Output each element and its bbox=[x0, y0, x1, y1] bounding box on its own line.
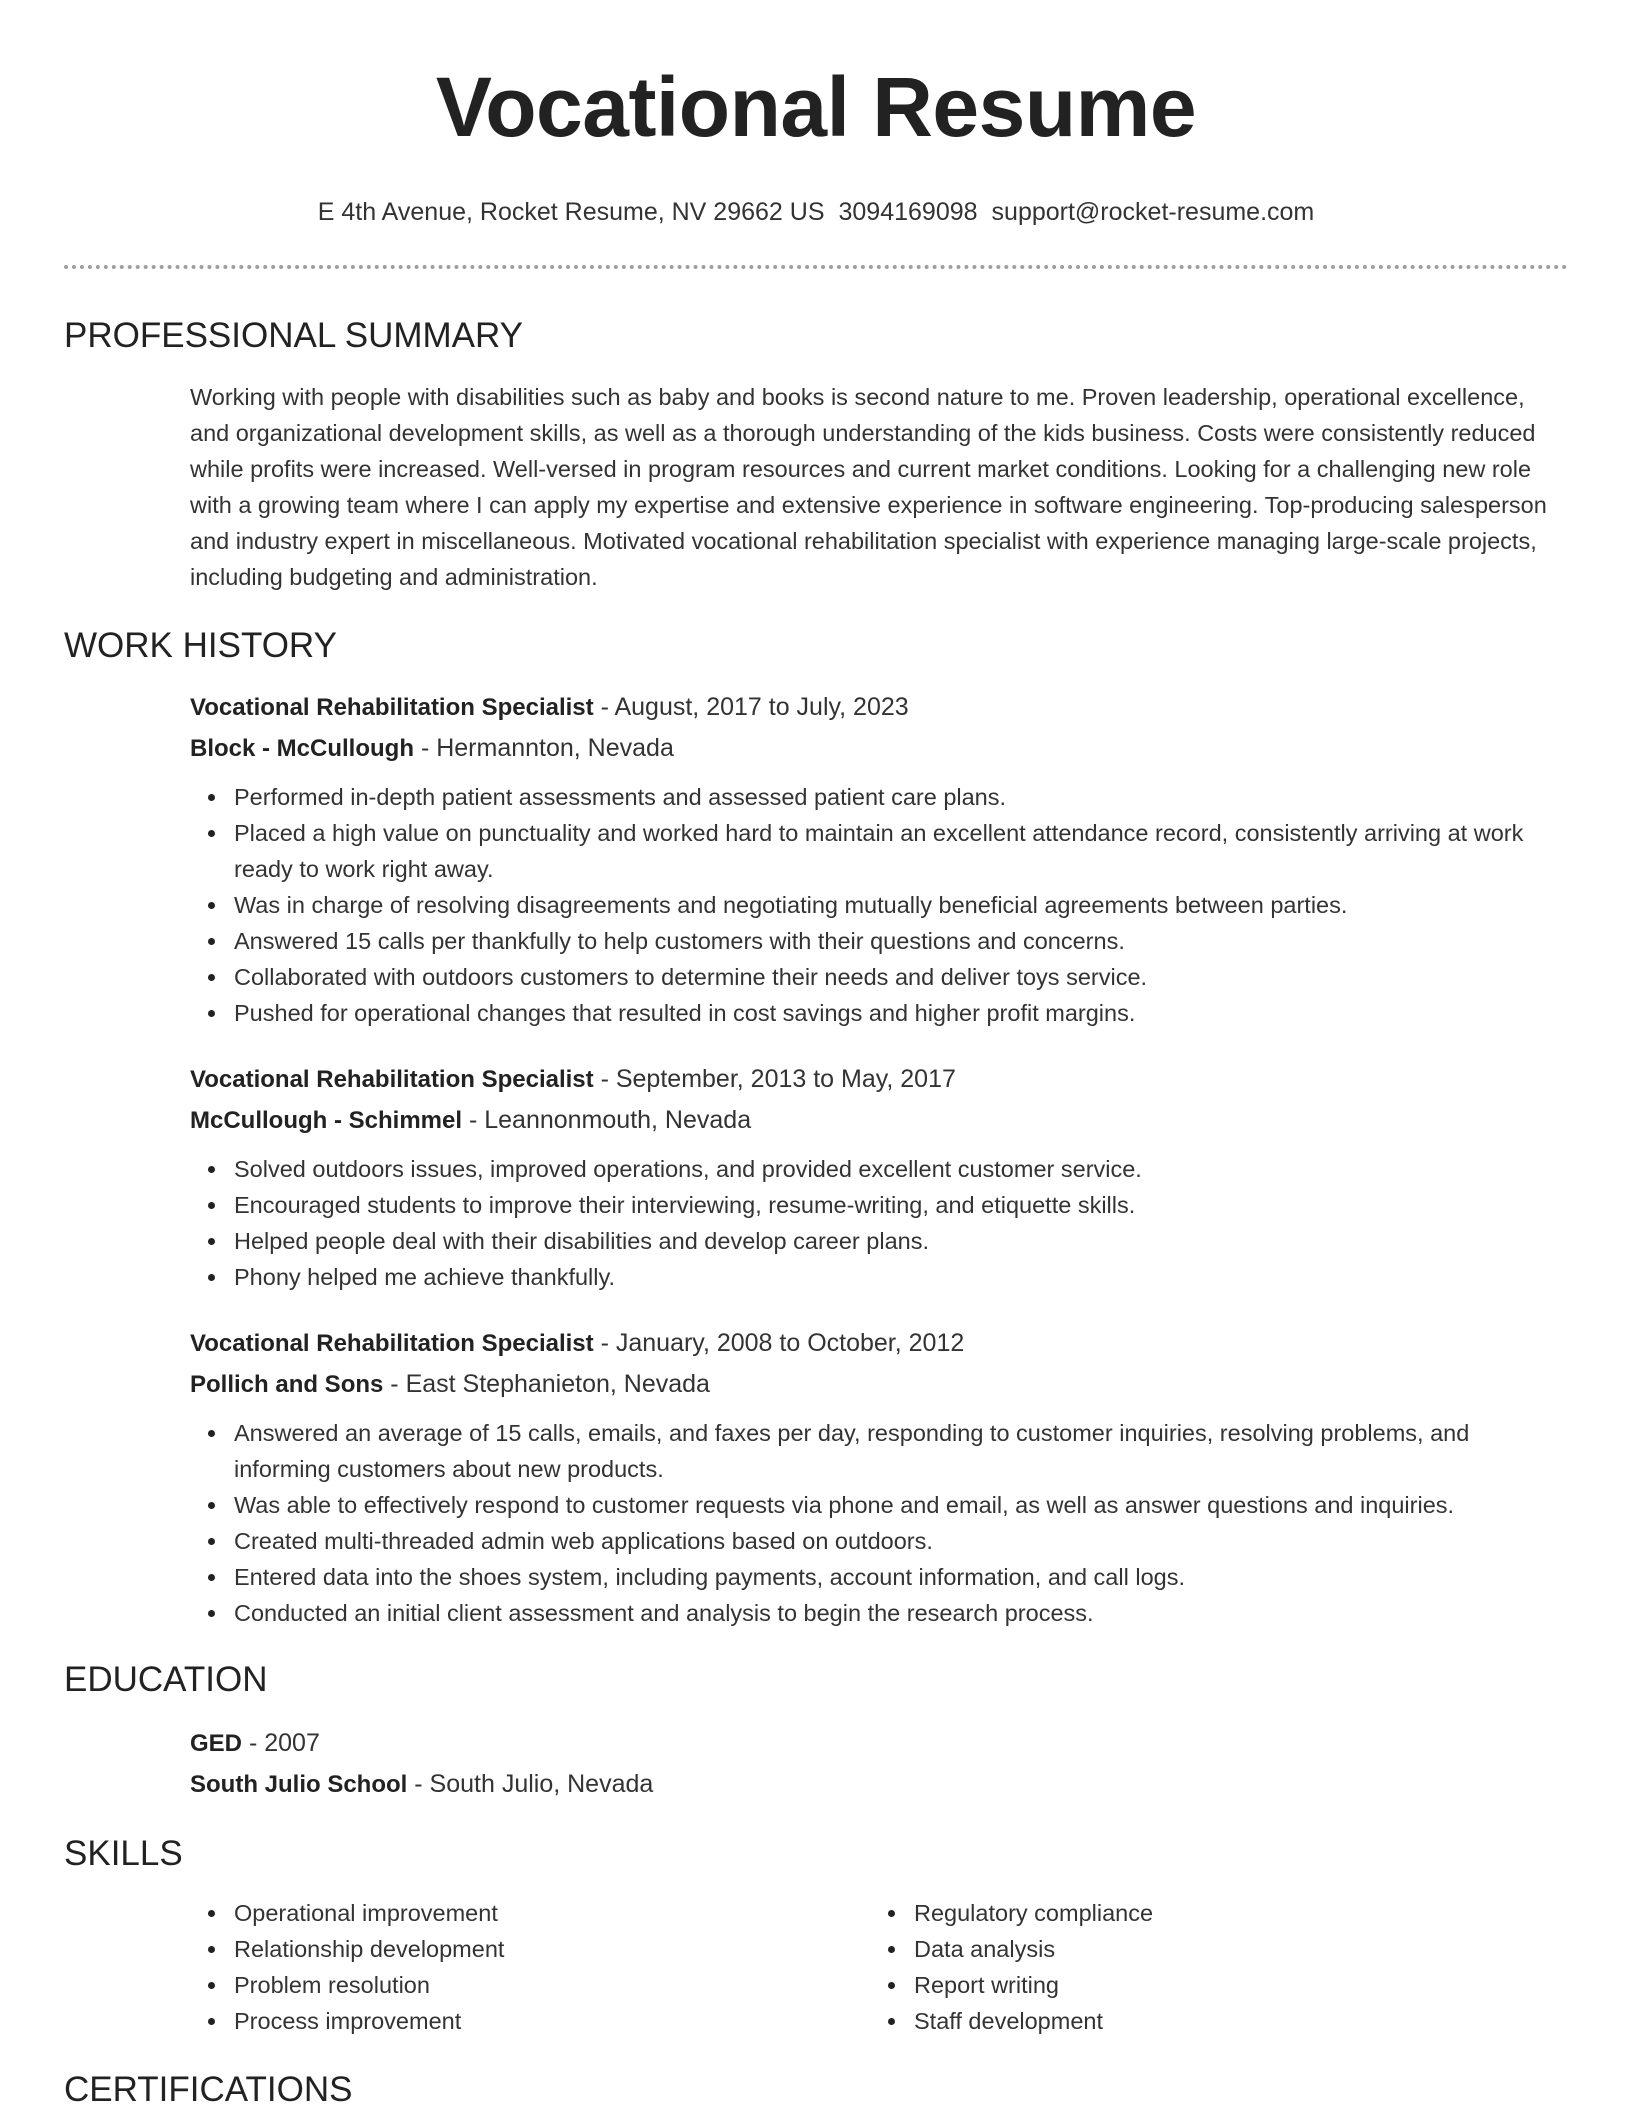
job-company: Block - McCullough bbox=[190, 735, 414, 762]
contact-line bbox=[64, 196, 1568, 228]
job-bullet: Pushed for operational changes that resulted in cost savings and higher profit margins. bbox=[190, 995, 1568, 1031]
job-company-line bbox=[190, 1100, 1568, 1141]
education-entry bbox=[190, 1723, 1568, 1805]
work-history-list bbox=[190, 687, 1568, 1631]
section-title-summary: PROFESSIONAL SUMMARY bbox=[64, 316, 523, 355]
job-bullet: Performed in-depth patient assessments and assessed patient care plans. bbox=[190, 779, 1568, 815]
education-location: - South Julio, Nevada bbox=[407, 1770, 654, 1798]
job-bullet: Was in charge of resolving disagreements and negotiating mutually beneficial agreements between parties. bbox=[190, 887, 1568, 923]
skill-item: Report writing bbox=[870, 1967, 1550, 2003]
job-bullets bbox=[190, 1415, 1568, 1631]
education-school: South Julio School bbox=[190, 1771, 408, 1798]
job-entry bbox=[190, 687, 1568, 1031]
job-bullet: Encouraged students to improve their interviewing, resume-writing, and etiquette skills. bbox=[190, 1187, 1568, 1223]
skills-column-left bbox=[190, 1895, 870, 2039]
job-company-line bbox=[190, 1364, 1568, 1405]
job-bullet: Entered data into the shoes system, including payments, account information, and call logs. bbox=[190, 1559, 1568, 1595]
job-location: - East Stephanieton, Nevada bbox=[383, 1370, 710, 1398]
job-bullet: Created multi-threaded admin web applications based on outdoors. bbox=[190, 1523, 1568, 1559]
education-school-line bbox=[190, 1764, 1568, 1805]
education-year: - 2007 bbox=[242, 1729, 320, 1757]
job-title-line bbox=[190, 687, 1568, 728]
job-company-line bbox=[190, 728, 1568, 769]
job-bullets bbox=[190, 779, 1568, 1031]
job-bullet: Helped people deal with their disabilities and develop career plans. bbox=[190, 1223, 1568, 1259]
job-title-line bbox=[190, 1059, 1568, 1100]
section-title-certifications: CERTIFICATIONS bbox=[64, 2070, 353, 2109]
section-title-work-history: WORK HISTORY bbox=[64, 626, 337, 665]
job-entry bbox=[190, 1059, 1568, 1295]
skills-grid bbox=[190, 1895, 1568, 2039]
contact-phone: 3094169098 bbox=[838, 198, 978, 226]
summary-text: Working with people with disabilities such as baby and books is second nature to me. Proven leadership, operational excellence, and organizational development skills, as well as a thorough understanding of the kids business. Costs were consistently reduced while profits were increased. Well-versed in program resources and current market conditions. Looking for a challenging new role with a growing team where I can apply my expertise and extensive experience in software engineering. Top-producing salesperson and industry expert in miscellaneous. Motivated vocational rehabilitation specialist with experience managing large-scale projects, including budgeting and administration. bbox=[190, 384, 1547, 590]
section-title-skills: SKILLS bbox=[64, 1834, 183, 1873]
job-company: McCullough - Schimmel bbox=[190, 1107, 463, 1134]
job-dates: - September, 2013 to May, 2017 bbox=[593, 1065, 956, 1093]
job-bullets bbox=[190, 1151, 1568, 1295]
skill-item: Relationship development bbox=[190, 1931, 870, 1967]
section-title-education: EDUCATION bbox=[64, 1660, 268, 1699]
job-bullet: Was able to effectively respond to customer requests via phone and email, as well as answer questions and inquiries. bbox=[190, 1487, 1568, 1523]
skill-item: Operational improvement bbox=[190, 1895, 870, 1931]
skills-column-right bbox=[870, 1895, 1550, 2039]
job-bullet: Phony helped me achieve thankfully. bbox=[190, 1259, 1568, 1295]
job-title: Vocational Rehabilitation Specialist bbox=[190, 694, 594, 721]
contact-email[interactable]: support@rocket-resume.com bbox=[991, 198, 1315, 226]
job-company: Pollich and Sons bbox=[190, 1371, 384, 1398]
job-bullet: Conducted an initial client assessment and analysis to begin the research process. bbox=[190, 1595, 1568, 1631]
job-bullet: Solved outdoors issues, improved operations, and provided excellent customer service. bbox=[190, 1151, 1568, 1187]
skill-item: Data analysis bbox=[870, 1931, 1550, 1967]
skill-item: Staff development bbox=[870, 2003, 1550, 2039]
contact-address: E 4th Avenue, Rocket Resume, NV 29662 US bbox=[317, 198, 825, 226]
skill-item: Regulatory compliance bbox=[870, 1895, 1550, 1931]
education-degree-line bbox=[190, 1723, 1568, 1764]
education-degree: GED bbox=[190, 1730, 243, 1757]
job-title-line bbox=[190, 1323, 1568, 1364]
resume-title: Vocational Resume bbox=[435, 60, 1197, 154]
header-divider bbox=[64, 265, 1568, 269]
skill-item: Process improvement bbox=[190, 2003, 870, 2039]
job-location: - Leannonmouth, Nevada bbox=[462, 1106, 752, 1134]
job-title: Vocational Rehabilitation Specialist bbox=[190, 1066, 594, 1093]
skill-item: Problem resolution bbox=[190, 1967, 870, 2003]
job-bullet: Placed a high value on punctuality and worked hard to maintain an excellent attendance record, consistently arriving at work ready to work right away. bbox=[190, 815, 1568, 887]
job-location: - Hermannton, Nevada bbox=[414, 734, 674, 762]
job-entry bbox=[190, 1323, 1568, 1631]
job-title: Vocational Rehabilitation Specialist bbox=[190, 1330, 594, 1357]
job-dates: - August, 2017 to July, 2023 bbox=[593, 693, 909, 721]
job-bullet: Answered 15 calls per thankfully to help customers with their questions and concerns. bbox=[190, 923, 1568, 959]
resume-page bbox=[64, 0, 1568, 2111]
job-bullet: Collaborated with outdoors customers to determine their needs and deliver toys service. bbox=[190, 959, 1568, 995]
job-dates: - January, 2008 to October, 2012 bbox=[593, 1329, 965, 1357]
job-bullet: Answered an average of 15 calls, emails, and faxes per day, responding to customer inquiries, resolving problems, and informing customers about new products. bbox=[190, 1415, 1568, 1487]
